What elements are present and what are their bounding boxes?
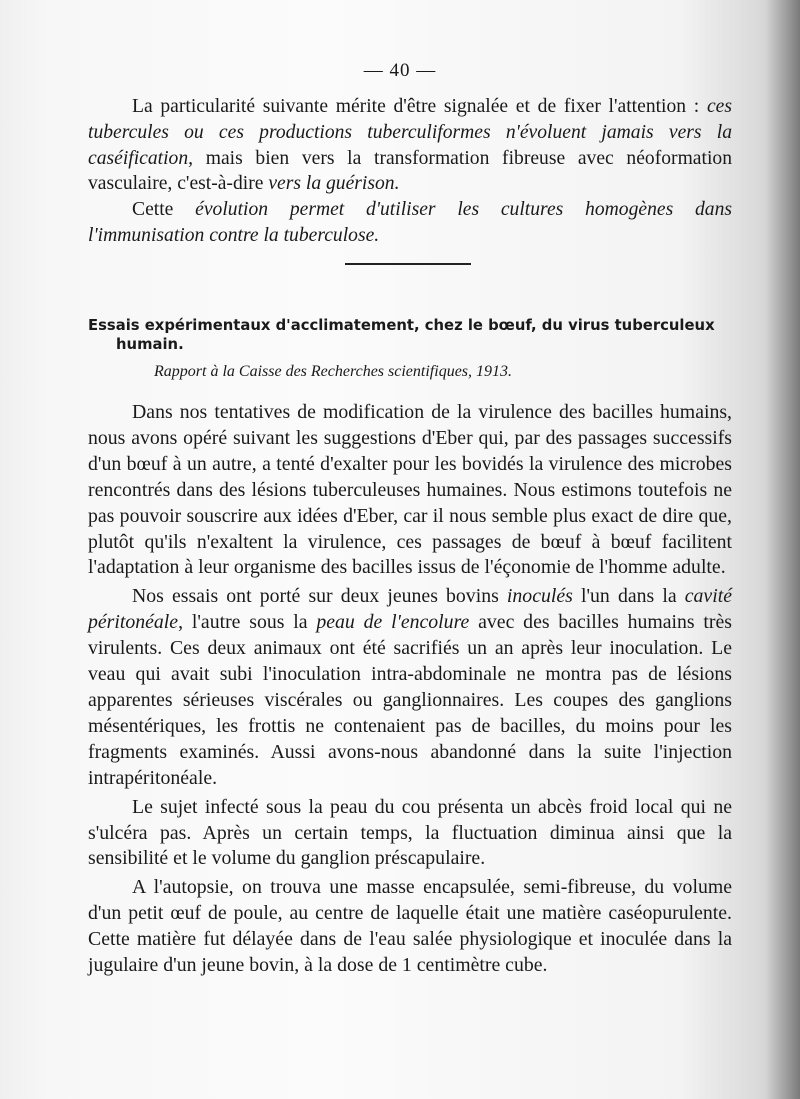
section-intro bbox=[88, 94, 732, 249]
section-divider bbox=[345, 263, 471, 265]
paragraph-eber: Dans nos tentatives de modification de la virulence des bacilles humains, nous avons opéré suivant les suggestions d'Eber qui, par des passages successifs d'un bœuf à un autre, a tenté d'exalter pour les bovidés la virulence des microbes rencontrés dans des lésions tuberculeuses humaines. Nous estimons toutefois ne pas pouvoir souscrire aux idées d'Eber, car il nous semble plus exact de dire que, plutôt qu'ils n'exaltent la virulence, ces passages de bœuf à bœuf facilitent l'adaptation à leur organisme des bacilles issus de l'éçonomie de l'homme adulte. bbox=[88, 401, 732, 579]
article-subtitle: Rapport à la Caisse des Recherches scientifiques, 1913. bbox=[154, 363, 513, 380]
page-edge-shadow bbox=[766, 0, 800, 1099]
paragraph-particularity: La particularité suivante mérite d'être signalée et de fixer l'attention : ces tubercules ou ces productions tuberculiformes n'évoluent jamais vers la caséification, mais bien vers la transformation fibreuse avec néoformation vasculaire, c'est-à-dire vers la guérison. bbox=[88, 96, 732, 195]
paragraph-autopsy: A l'autopsie, on trouva une masse encapsulée, semi-fibreuse, du volume d'un petit œuf de poule, au centre de laquelle était une matière caséopurulente. Cette matière fut délayée dans de l'eau salée physiologique et inoculée dans la jugulaire d'un jeune bovin, à la dose de 1 centimètre cube. bbox=[88, 876, 732, 977]
page-number: — 40 — bbox=[363, 60, 437, 81]
paragraph-subject: Le sujet infecté sous la peau du cou présenta un abcès froid local qui ne s'ulcéra pas. Après un certain temps, la fluctuation diminua ainsi que la sensibilité et le volume du ganglion préscapulaire. bbox=[88, 795, 732, 870]
article-body bbox=[88, 400, 732, 982]
paragraph-trials: Nos essais ont porté sur deux jeunes bovins inoculés l'un dans la cavité péritonéale, l'autre sous la peau de l'encolure avec des bacilles humains très virulents. Ces deux animaux ont été sacrifiés un an après leur inoculation. Le veau qui avait subi l'inoculation intra-abdominale ne montra pas de lésions apparentes sérieuses viscérales ou ganglionnaires. Les coupes des ganglions mésentériques, les frottis ne contenaient pas de bacilles, du moins pour les fragments examinés. Aussi avons-nous abandonné dans la suite l'injection intrapéritonéale. bbox=[88, 585, 732, 789]
article-title: Essais expérimentaux d'acclimatement, chez le bœuf, du virus tuberculeux humain. bbox=[88, 317, 715, 353]
paragraph-evolution: Cette évolution permet d'utiliser les cultures homogènes dans l'immunisation contre la tuberculose. bbox=[88, 199, 732, 246]
